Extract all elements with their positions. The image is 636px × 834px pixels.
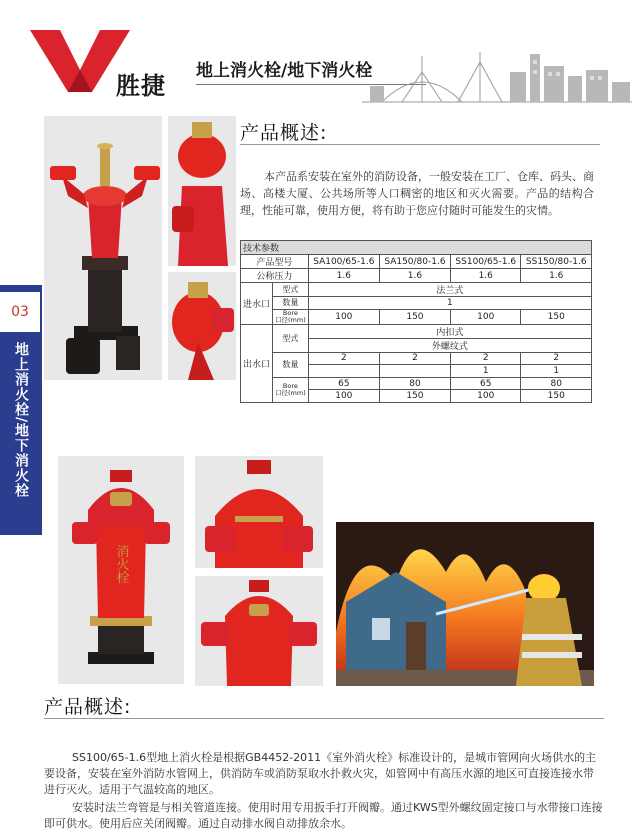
- outlet-qty-cell: [379, 365, 450, 378]
- city-skyline-graphic: [362, 42, 632, 104]
- overview-paragraph-3: 安装时法兰弯管是与相关管道连接。使用时用专用扳手打开阀瓣。通过KWS型外螺纹固定接口与水带接口连接即可供水。使用后应关闭阀瓣。通过自动排水阀自动排放余水。: [44, 801, 603, 830]
- table-row: [241, 269, 592, 283]
- outlet-type-cell: 内扣式: [308, 324, 591, 338]
- section-title-overview: 产品概述:: [240, 122, 328, 144]
- table-row: [241, 309, 592, 324]
- table-row: [241, 283, 592, 297]
- section-rule: [240, 144, 600, 145]
- outlet-bore-cell: 65: [308, 377, 379, 390]
- spec-table-header: 技术参数: [241, 241, 592, 255]
- outlet-qty-cell: [308, 365, 379, 378]
- model-label: 产品型号: [241, 255, 309, 269]
- outlet-bore-cell: 150: [379, 390, 450, 403]
- type-label: 型式: [273, 324, 309, 352]
- outlet-bore-cell: 80: [379, 377, 450, 390]
- outlet-qty-cell: 2: [379, 352, 450, 365]
- model-cell: SA100/65-1.6: [308, 255, 379, 269]
- table-row: [241, 377, 592, 390]
- table-row: [241, 255, 592, 269]
- above-ground-hydrant-photo: [58, 456, 184, 684]
- inlet-qty-cell: 1: [308, 297, 591, 310]
- bore-label-en: Bore: [282, 381, 298, 390]
- pressure-cell: 1.6: [308, 269, 379, 283]
- hydrant-top-photo: [195, 456, 323, 568]
- pressure-label: 公称压力: [241, 269, 309, 283]
- qty-label: 数量: [273, 352, 309, 377]
- inlet-bore-cell: 150: [379, 309, 450, 324]
- outlet-bore-cell: 150: [521, 390, 592, 403]
- overview-paragraph-2: SS100/65-1.6型地上消火栓是根据GB4452-2011《室外消火栓》标准设计的，是城市管网向火场供水的主要设备，安装在室外消防水管网上，供消防车或消防泵取水扑救火灾，如管网中有高压水源的地区可直接连接水带进行灭火。适用于气温较高的地区。: [44, 751, 597, 796]
- hydrant-detail-photo-1: [168, 116, 236, 266]
- outlet-qty-cell: 1: [451, 365, 521, 378]
- pressure-cell: 1.6: [379, 269, 450, 283]
- model-cell: SA150/80-1.6: [379, 255, 450, 269]
- brand-logo-v: [30, 30, 130, 92]
- qty-label: 数量: [273, 297, 309, 310]
- model-cell: SS150/80-1.6: [521, 255, 592, 269]
- table-row: [241, 324, 592, 338]
- outlet-qty-cell: 1: [521, 365, 592, 378]
- side-tab-label: 地上消火栓/地下消火栓: [13, 342, 29, 499]
- overview-paragraph: 本产品系安装在室外的消防设备，一般安装在工厂、仓库、码头、商场、高楼大厦、公共场所等人口稠密的地区和灭火需要。产品的结构合理，性能可靠，使用方便，将有助于您应付随时可能发生的灾情。: [240, 170, 594, 217]
- outlet-type-cell: 外螺纹式: [308, 338, 591, 352]
- inlet-bore-cell: 150: [521, 309, 592, 324]
- pressure-cell: 1.6: [521, 269, 592, 283]
- hydrant-side-photo: [195, 576, 323, 686]
- inlet-type-cell: 法兰式: [308, 283, 591, 297]
- outlet-qty-cell: 2: [451, 352, 521, 365]
- outlet-bore-cell: 80: [521, 377, 592, 390]
- inlet-label: 进水口: [241, 283, 273, 325]
- bore-label-en: Bore: [282, 308, 298, 317]
- bore-label: [273, 309, 309, 324]
- section-title-overview-2: 产品概述:: [44, 696, 132, 718]
- section-rule: [44, 718, 604, 719]
- outlet-label: 出水口: [241, 324, 273, 402]
- spec-table: [240, 240, 592, 403]
- model-cell: SS100/65-1.6: [451, 255, 521, 269]
- inlet-bore-cell: 100: [308, 309, 379, 324]
- hydrant-detail-photo-2: [168, 272, 236, 380]
- inlet-bore-cell: 100: [451, 309, 521, 324]
- pressure-cell: 1.6: [451, 269, 521, 283]
- section-number: 03: [0, 290, 42, 334]
- page-title: 地上消火栓/地下消火栓: [196, 61, 373, 81]
- bore-label-cn: 口径(mm): [275, 388, 306, 397]
- outlet-qty-cell: 2: [308, 352, 379, 365]
- outlet-bore-cell: 100: [451, 390, 521, 403]
- bore-label: [273, 377, 309, 402]
- table-row: [241, 297, 592, 310]
- bore-label-cn: 口径(mm): [275, 315, 306, 324]
- outlet-bore-cell: 65: [451, 377, 521, 390]
- brand-name: 胜捷: [116, 72, 166, 100]
- underground-hydrant-photo: [44, 116, 162, 380]
- type-label: 型式: [273, 283, 309, 297]
- table-row: [241, 352, 592, 365]
- firefighting-scene-image: [336, 522, 594, 686]
- outlet-qty-cell: 2: [521, 352, 592, 365]
- hydrant-cap-lettering: 消火栓: [113, 544, 129, 584]
- outlet-bore-cell: 100: [308, 390, 379, 403]
